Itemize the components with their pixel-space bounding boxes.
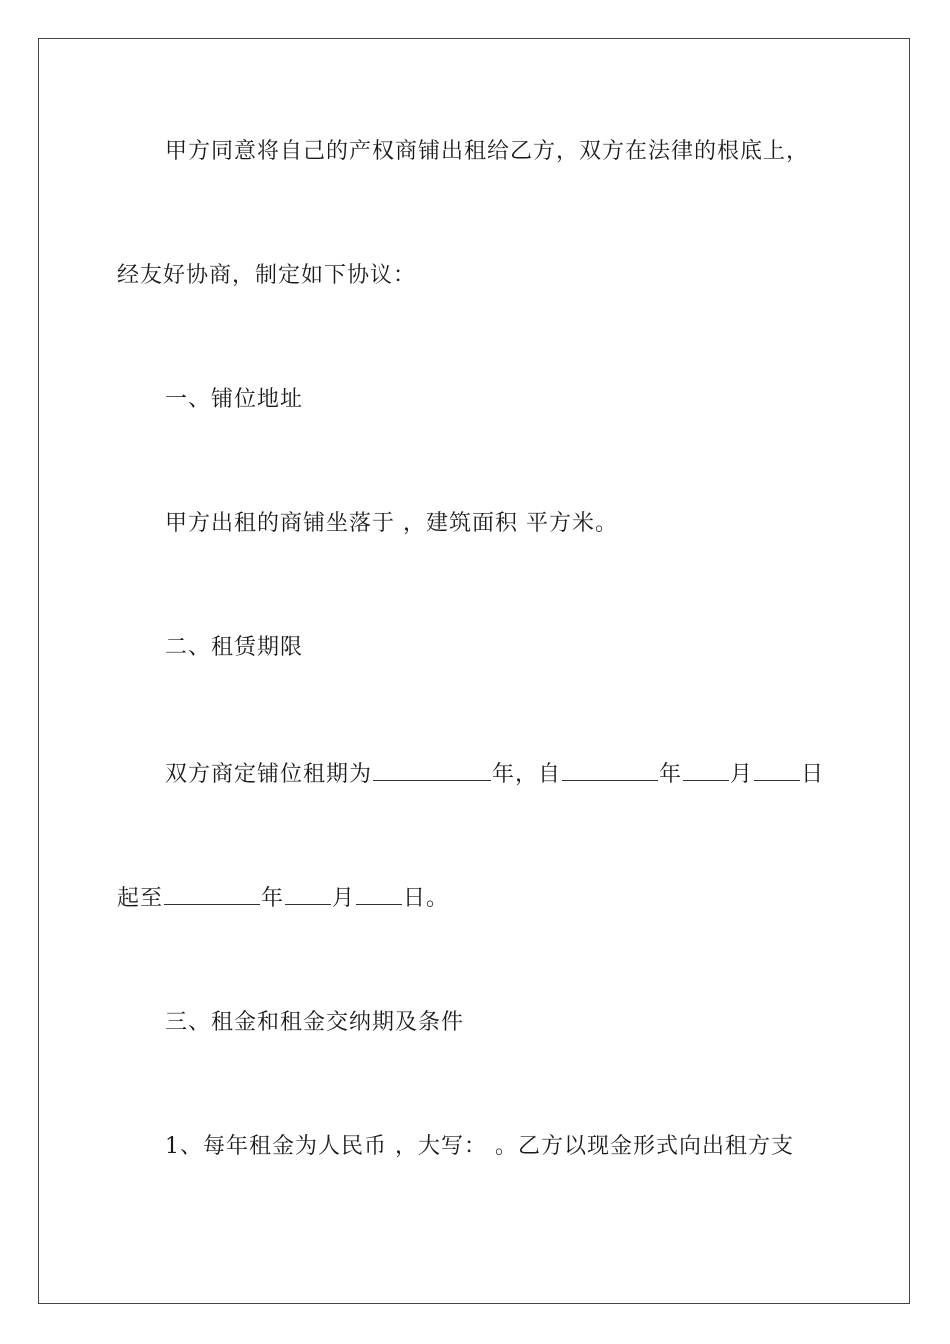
lease-term-text: 起至 [117,886,164,911]
paragraph-intro-line-2: 经友好协商，制定如下协议： [117,263,417,288]
paragraph-lease-term-line-1 [165,758,824,790]
section-heading-shop-address: 一、铺位地址 [165,387,304,412]
lease-term-text: 年 [659,762,683,787]
blank-start-day-field [754,758,800,781]
lease-term-text: 双方商定铺位租期为 [165,762,373,787]
page-border [38,38,910,1304]
paragraph-lease-term-line-2 [117,882,449,914]
lease-term-text: 年 [261,886,285,911]
blank-end-day-field [356,882,402,905]
blank-start-year-field [562,758,658,781]
lease-term-text: 日 [801,762,825,787]
blank-end-year-field [164,882,260,905]
lease-term-text: 月 [332,886,356,911]
section-heading-rent-terms: 三、租金和租金交纳期及条件 [165,1010,465,1035]
paragraph-annual-rent: 1、每年租金为人民币 ，大写： 。乙方以现金形式向出租方支 [165,1134,794,1159]
lease-term-text: 年，自 [492,762,562,787]
blank-years-field [373,758,491,781]
blank-end-month-field [285,882,331,905]
lease-term-text: 月 [730,762,754,787]
paragraph-shop-location: 甲方出租的商铺坐落于 ，建筑面积 平方米。 [165,511,618,536]
lease-term-text: 日。 [403,886,450,911]
paragraph-intro-line-1: 甲方同意将自己的产权商铺出租给乙方，双方在法律的根底上， [165,139,810,164]
blank-start-month-field [683,758,729,781]
section-heading-lease-term: 二、租赁期限 [165,635,304,660]
